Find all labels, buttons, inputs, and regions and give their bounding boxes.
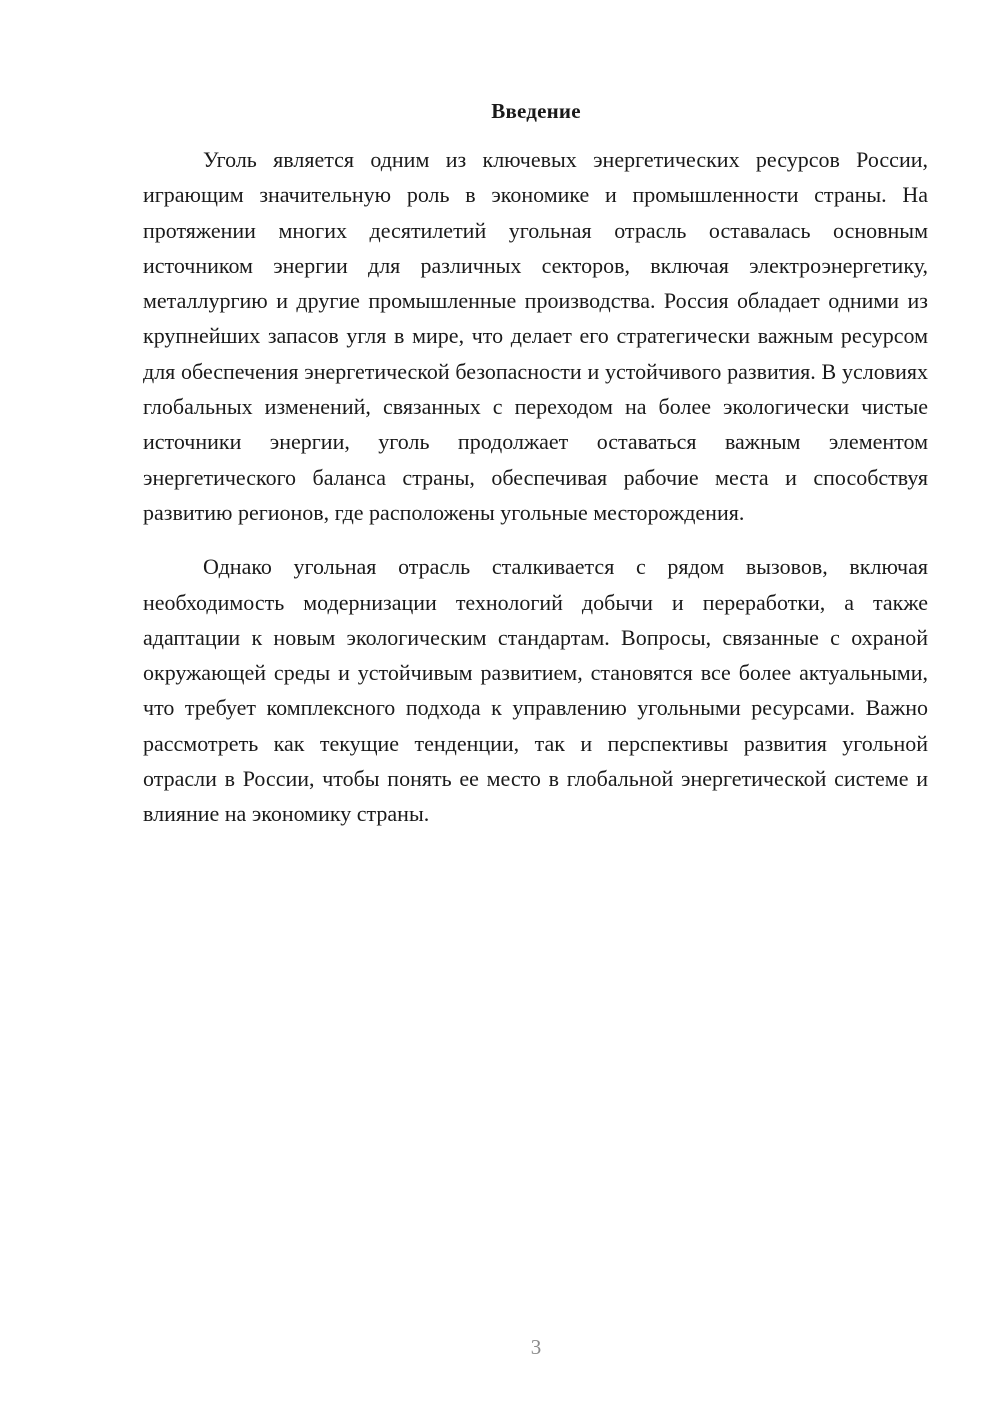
page-number: 3 bbox=[530, 1335, 542, 1359]
paragraph-2: Однако угольная отрасль сталкивается с рядом вызовов, включая необходимость модернизации технологий добычи и переработки, а также адаптации к новым экологическим стандартам. Вопросы, связанные с охраной окружающей среды и устойчивым развитием, становятся все более актуальными, что требует комплексного подхода к управлению угольными ресурсами. Важно рассмотреть как текущие тенденции, так и перспективы развития угольной отрасли в России, чтобы понять ее место в глобальной энергетической системе и влияние на экономику страны. bbox=[143, 554, 928, 827]
section-title: Введение bbox=[491, 99, 581, 123]
body-text bbox=[143, 142, 928, 832]
paragraph-1: Уголь является одним из ключевых энергетических ресурсов России, играющим значительную роль в экономике и промышленности страны. На протяжении многих десятилетий угольная отрасль оставалась основным источником энергии для различных секторов, включая электроэнергетику, металлургию и другие промышленные производства. Россия обладает одними из крупнейших запасов угля в мире, что делает его стратегически важным ресурсом для обеспечения энергетической безопасности и устойчивого развития. В условиях глобальных изменений, связанных с переходом на более экологически чистые источники энергии, уголь продолжает оставаться важным элементом энергетического баланса страны, обеспечивая рабочие места и способствуя развитию регионов, где расположены угольные месторождения. bbox=[143, 147, 928, 525]
